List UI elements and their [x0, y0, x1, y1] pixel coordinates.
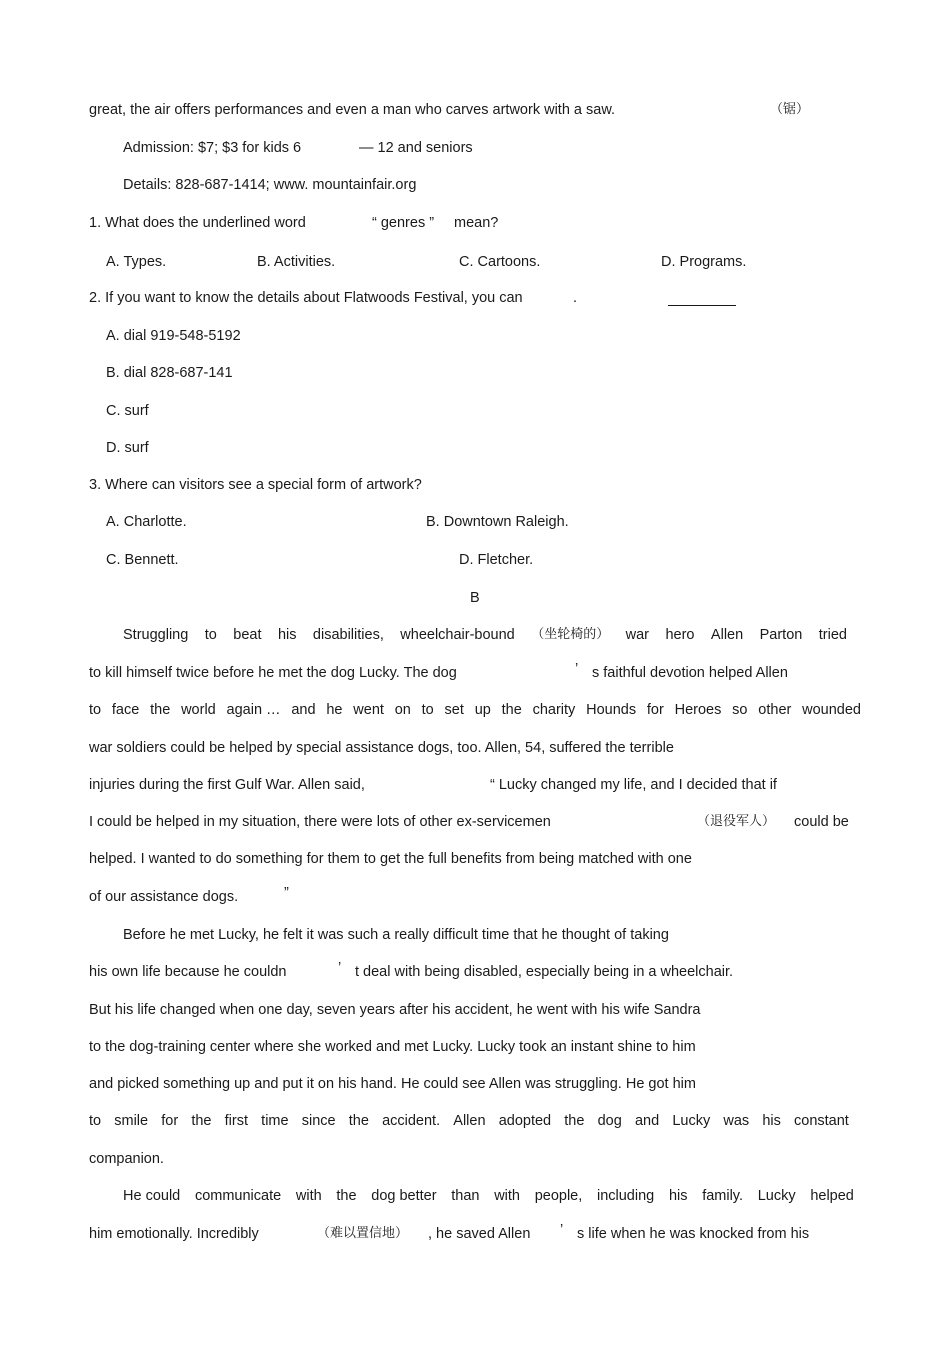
word: since: [301, 1113, 336, 1129]
word: communicate: [194, 1188, 282, 1204]
word: world: [181, 702, 216, 718]
apostrophe: ’: [338, 960, 342, 976]
q2-option-a: A. dial 919-548-5192: [106, 328, 241, 344]
q3-option-c: C. Bennett.: [106, 552, 179, 568]
word: Hounds: [586, 702, 637, 718]
word: Lucky: [672, 1113, 711, 1129]
q3-option-d: D. Fletcher.: [459, 552, 534, 568]
word: went: [353, 702, 384, 718]
intro-line-1-gloss: （锯）: [770, 102, 810, 117]
apostrophe: ’: [560, 1222, 564, 1238]
word: Allen: [710, 627, 744, 643]
p2-line-7: companion.: [89, 1151, 164, 1167]
word: and: [291, 702, 316, 718]
question-1-stem: 1. What does the underlined word: [89, 215, 306, 231]
word: the: [191, 1113, 212, 1129]
p2-line-5: and picked something up and put it on his hand. He could see Allen was struggling. He got him: [89, 1076, 696, 1092]
word: to: [204, 627, 217, 643]
q1-option-a: A. Types.: [106, 254, 167, 270]
word: tried: [818, 627, 847, 643]
word: was: [723, 1113, 750, 1129]
word: beat: [233, 627, 262, 643]
q2-option-b: B. dial 828-687-141: [106, 365, 233, 381]
word: for: [161, 1113, 179, 1129]
section-heading: B: [470, 590, 480, 606]
word: people,: [534, 1188, 583, 1204]
word: other: [758, 702, 792, 718]
word: helped: [810, 1188, 854, 1204]
p1-line-7: helped. I wanted to do something for them to get the full benefits from being matched with one: [89, 851, 692, 867]
q1-option-d: D. Programs.: [661, 254, 747, 270]
p1-line-6-a: I could be helped in my situation, there were lots of other ex-servicemen: [89, 814, 551, 830]
word: with: [295, 1188, 322, 1204]
word: Lucky: [757, 1188, 796, 1204]
word: smile: [114, 1113, 149, 1129]
p1-line-2-c: s faithful devotion helped Allen: [592, 665, 788, 681]
p1-line-5-b: “ Lucky changed my life, and I decided that if: [490, 777, 777, 793]
word: family.: [702, 1188, 744, 1204]
admission-age-range: — 12 and seniors: [359, 140, 473, 156]
q3-option-a: A. Charlotte.: [106, 514, 187, 530]
chinese-gloss: （难以置信地）: [317, 1226, 409, 1241]
word: he: [326, 702, 343, 718]
p2-line-4: to the dog-training center where she worked and met Lucky. Lucky took an instant shine to him: [89, 1039, 696, 1055]
word: on: [394, 702, 411, 718]
word: his: [762, 1113, 781, 1129]
word: accident.: [382, 1113, 441, 1129]
p2-line-1: Before he met Lucky, he felt it was such a really difficult time that he thought of taking: [123, 927, 669, 943]
word: his: [277, 627, 297, 643]
word: Parton: [759, 627, 803, 643]
word: including: [596, 1188, 655, 1204]
word: charity: [532, 702, 576, 718]
q1-option-c: C. Cartoons.: [459, 254, 541, 270]
question-2-stem: 2. If you want to know the details about Flatwoods Festival, you can: [89, 290, 523, 306]
p2-line-2-a: his own life because he couldn: [89, 964, 287, 980]
p3-line-2-a: him emotionally. Incredibly: [89, 1226, 259, 1242]
word: face: [111, 702, 140, 718]
p1-line-1: [123, 626, 847, 644]
p1-line-3: [89, 701, 861, 719]
details-text: Details: 828-687-1414; www. mountainfair.org: [123, 177, 417, 193]
word: so: [732, 702, 748, 718]
word: Struggling: [123, 627, 189, 643]
word: and: [634, 1113, 660, 1129]
intro-line-1: great, the air offers performances and even a man who carves artwork with a saw.: [89, 102, 616, 118]
word: time: [261, 1113, 289, 1129]
word: the: [564, 1113, 585, 1129]
p1-line-8-a: of our assistance dogs.: [89, 889, 239, 905]
question-2-stem-period: .: [573, 290, 578, 306]
word: set: [444, 702, 464, 718]
q2-option-d: D. surf: [106, 440, 149, 456]
p1-line-2-a: to kill himself twice before he met the dog Lucky. The dog: [89, 665, 457, 681]
p1-line-6-c: could be: [794, 814, 849, 830]
word: the: [501, 702, 522, 718]
chinese-gloss: （坐轮椅的）: [531, 627, 610, 642]
word: Heroes: [674, 702, 722, 718]
word: his: [668, 1188, 688, 1204]
q3-option-b: B. Downtown Raleigh.: [426, 514, 569, 530]
word: than: [451, 1188, 480, 1204]
word: to: [89, 1113, 102, 1129]
p2-line-3: But his life changed when one day, seven years after his accident, he went with his wife Sandra: [89, 1002, 701, 1018]
p3-line-1: [123, 1187, 854, 1205]
p3-line-2-c: , he saved Allen: [428, 1226, 531, 1242]
word: wounded: [802, 702, 861, 718]
p1-line-5-a: injuries during the first Gulf War. Allen said,: [89, 777, 365, 793]
word: again …: [226, 702, 281, 718]
word: disabilities,: [312, 627, 384, 643]
word: to: [421, 702, 434, 718]
q2-option-c: C. surf: [106, 403, 149, 419]
p1-line-4: war soldiers could be helped by special assistance dogs, too. Allen, 54, suffered the terrible: [89, 740, 674, 756]
word: hero: [665, 627, 695, 643]
word: Allen: [453, 1113, 486, 1129]
word: the: [336, 1188, 357, 1204]
word: first: [224, 1113, 249, 1129]
word: up: [474, 702, 491, 718]
question-3-stem: 3. Where can visitors see a special form of artwork?: [89, 477, 422, 493]
word: He could: [123, 1188, 181, 1204]
p3-line-2-e: s life when he was knocked from his: [577, 1226, 810, 1242]
p2-line-2-c: t deal with being disabled, especially being in a wheelchair.: [355, 964, 734, 980]
word: dog better: [371, 1188, 437, 1204]
word: constant: [794, 1113, 849, 1129]
question-1-stem-end: mean?: [454, 215, 499, 231]
word: adopted: [498, 1113, 552, 1129]
word: the: [150, 702, 171, 718]
closing-quote: ”: [284, 885, 289, 901]
question-1-underlined-word: “ genres ”: [372, 215, 435, 231]
answer-blank: [668, 305, 736, 306]
word: to: [89, 702, 102, 718]
p2-line-6: [89, 1112, 849, 1130]
apostrophe: ’: [575, 661, 579, 677]
q1-option-b: B. Activities.: [257, 254, 336, 270]
word: wheelchair-bound: [400, 627, 515, 643]
word: for: [646, 702, 664, 718]
chinese-gloss: （退役军人）: [697, 814, 776, 829]
admission-text: Admission: $7; $3 for kids 6: [123, 140, 302, 156]
word: war: [625, 627, 650, 643]
word: with: [494, 1188, 520, 1204]
word: dog: [597, 1113, 622, 1129]
word: the: [348, 1113, 369, 1129]
